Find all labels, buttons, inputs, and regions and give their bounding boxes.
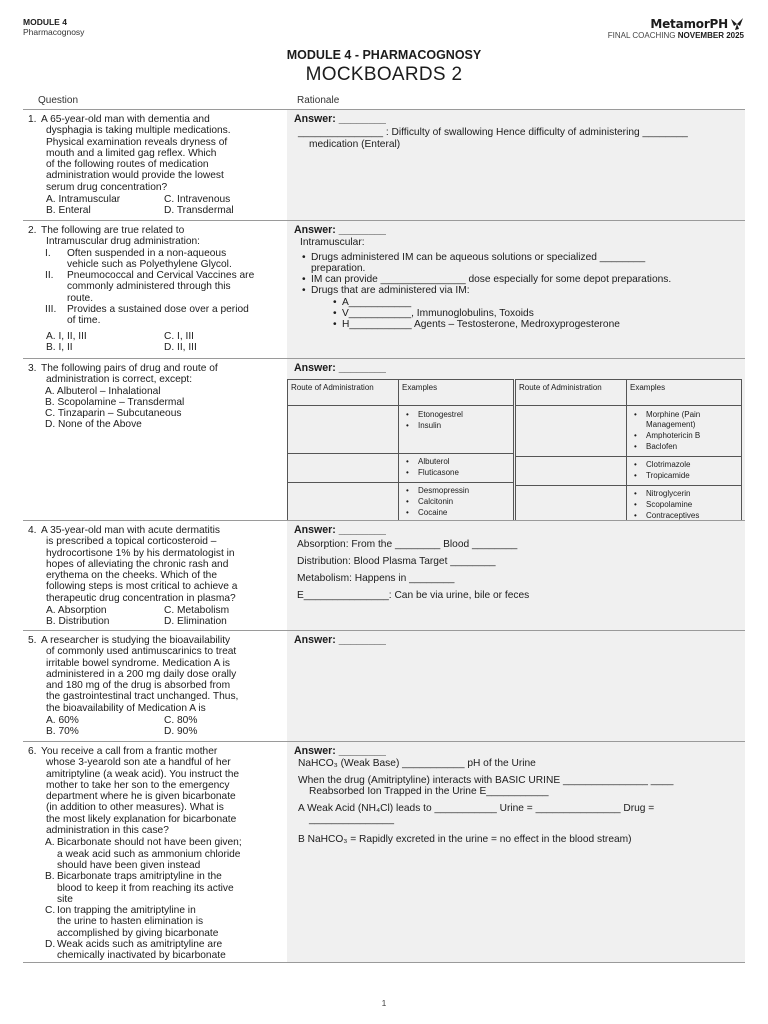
question-text: department where he is given bicarbonate xyxy=(46,791,236,803)
rationale-text: NaHCO₃ (Weak Base) ___________ pH of the Urine xyxy=(298,758,536,770)
question-text: The following are true related to xyxy=(41,225,185,236)
rationale-3 xyxy=(287,359,745,520)
example-item: • Contraceptives xyxy=(634,511,738,521)
question-text: A 35-year-old man with acute dermatitis xyxy=(41,525,220,536)
question-text: the most likely explanation for bicarbonate xyxy=(46,813,237,825)
question-text: and 180 mg of the drug is absorbed from xyxy=(46,680,231,692)
question-1 xyxy=(23,110,282,220)
question-6-row xyxy=(23,741,745,963)
example-item: • Baclofen xyxy=(634,442,738,452)
question-text: of the following routes of medication xyxy=(46,159,209,171)
option: A. Intramuscular xyxy=(46,194,121,206)
table-header: Examples xyxy=(627,380,742,406)
question-number: 6. xyxy=(28,746,37,757)
answer-blank: Answer: ________ xyxy=(294,362,386,374)
answer-blank: Answer: ________ xyxy=(294,524,386,536)
sub-bullet-item: • A___________ xyxy=(333,297,739,308)
rationale-text: E_______________: Can be via urine, bile or feces xyxy=(297,589,530,601)
butterfly-icon xyxy=(730,17,744,31)
list-item: II. Pneumococcal and Cervical Vaccines are commonly administered through this route. xyxy=(45,270,255,304)
rationale-4 xyxy=(287,521,745,630)
question-text: the gastrointestinal tract unchanged. Thus, xyxy=(46,691,239,703)
answer-choice: A. Bicarbonate should not have been given; a weak acid such as ammonium chloride should have been given instead xyxy=(45,837,242,871)
question-6 xyxy=(23,742,282,962)
subject-label: Pharmacognosy xyxy=(23,27,85,37)
route-table-left xyxy=(287,379,514,523)
question-2-row xyxy=(23,220,745,358)
example-item: • Clotrimazole xyxy=(634,460,738,470)
rationale-text: Metabolism: Happens in ________ xyxy=(297,572,455,584)
question-text: hopes of alleviating the chronic rash and xyxy=(46,558,229,570)
question-text: erythema on the cheeks. Which of the xyxy=(46,570,218,582)
option: C. I, III xyxy=(164,330,195,342)
example-item: • Cocaine xyxy=(406,508,510,518)
list-item: I. Often suspended in a non-aqueous vehicle such as Polyethylene Glycol. xyxy=(45,247,232,270)
question-text: whose 3-yearold son ate a handful of her xyxy=(46,757,231,769)
route-table-right xyxy=(515,379,742,526)
coaching-prefix: FINAL COACHING xyxy=(607,31,676,41)
rationale-text: medication (Enteral) xyxy=(309,138,401,150)
example-item: • Albuterol xyxy=(406,457,510,467)
option: B. I, II xyxy=(46,341,73,353)
example-item: • Nitroglycerin xyxy=(634,489,738,499)
brand-logo xyxy=(650,17,744,31)
table-header: Examples xyxy=(399,380,514,406)
option: D. 90% xyxy=(164,726,198,738)
example-item: • Calcitonin xyxy=(406,497,510,507)
column-header-question: Question xyxy=(38,95,79,106)
answer-choice: B. Bicarbonate traps amitriptyline in the blood to keep it from reaching its active site xyxy=(45,871,234,905)
question-text: A 65-year-old man with dementia and xyxy=(41,114,210,125)
answer-blank: Answer: ________ xyxy=(294,745,386,757)
option: C. Tinzaparin – Subcutaneous xyxy=(45,408,182,420)
option: A. Absorption xyxy=(46,605,107,617)
sub-bullet-item: • H___________ Agents – Testosterone, Medroxyprogesterone xyxy=(333,319,739,330)
rationale-5 xyxy=(287,631,745,741)
option: B. Enteral xyxy=(46,205,91,217)
rationale-1 xyxy=(287,110,745,220)
answer-blank: Answer: ________ xyxy=(294,113,386,125)
example-item: • Desmopressin xyxy=(406,486,510,496)
question-number: 1. xyxy=(28,114,37,125)
question-text: hydrocortisone 1% by his dermatologist in xyxy=(46,547,235,559)
question-text: A researcher is studying the bioavailability xyxy=(41,635,231,646)
header-left xyxy=(23,17,84,38)
answer-choice: C. Ion trapping the amitriptyline in the urine to hasten elimination is accomplished by giving bicarbonate xyxy=(45,905,219,939)
answer-blank: Answer: ________ xyxy=(294,224,386,236)
rationale-text: Intramuscular: xyxy=(300,237,365,249)
question-text: irritable bowel syndrome. Medication A is xyxy=(46,657,231,669)
example-item: • Fluticasone xyxy=(406,468,510,478)
question-3 xyxy=(23,359,282,520)
table-header: Route of Administration xyxy=(516,380,627,406)
option: C. 80% xyxy=(164,715,198,727)
question-5 xyxy=(23,631,282,741)
rationale-text: Reabsorbed Ion Trapped in the Urine E___________ xyxy=(309,785,549,797)
rationale-text: Distribution: Blood Plasma Target ________ xyxy=(297,556,496,568)
option: A. 60% xyxy=(46,715,79,727)
question-text: The following pairs of drug and route of xyxy=(41,363,218,374)
rationale-text: A Weak Acid (NH₄Cl) leads to ___________ Urine = _______________ Drug = xyxy=(298,803,655,815)
question-number: 2. xyxy=(28,225,37,236)
option: A. I, II, III xyxy=(46,330,87,342)
option: B. 70% xyxy=(46,726,79,738)
question-3-row xyxy=(23,358,745,520)
option: D. Transdermal xyxy=(164,205,234,217)
answer-choice: D. Weak acids such as amitriptyline are chemically inactivated by bicarbonate xyxy=(45,939,226,962)
question-number: 4. xyxy=(28,525,37,536)
question-4-row xyxy=(23,520,745,630)
question-number: 5. xyxy=(28,635,37,646)
question-text: administration in this case? xyxy=(46,825,169,837)
column-header-rationale: Rationale xyxy=(297,95,340,106)
rationale-text: B NaHCO₃ = Rapidly excreted in the urine = no effect in the blood stream) xyxy=(298,833,632,845)
example-item: • Etonogestrel xyxy=(406,410,510,420)
option: B. Scopolamine – Transdermal xyxy=(45,396,185,408)
example-item: • Amphotericin B xyxy=(634,431,738,441)
question-4 xyxy=(23,521,282,630)
question-number: 3. xyxy=(28,363,37,374)
option: A. Albuterol – Inhalational xyxy=(45,385,161,397)
example-item: • Insulin xyxy=(406,421,510,431)
question-text: (in addition to other measures). What is xyxy=(46,802,224,814)
example-item: • Tropicamide xyxy=(634,471,738,481)
bullet-item: • Drugs that are administered via IM: • A___________ • V___________, Immunoglobulins, Toxoids • H___________ Agents – Testosterone, Medroxyprogesterone xyxy=(302,285,739,330)
option: D. None of the Above xyxy=(45,419,142,431)
question-5-row xyxy=(23,630,745,741)
rationale-2 xyxy=(287,221,745,358)
answer-blank: Answer: ________ xyxy=(294,634,386,646)
question-text: Intramuscular drug administration: xyxy=(46,236,201,248)
table-header: Route of Administration xyxy=(288,380,399,406)
question-text: mouth and a limited gag reflex. Which xyxy=(46,147,217,159)
brand-name: MetamorPH xyxy=(650,17,728,31)
question-text: of commonly used antimuscarinics to treat xyxy=(46,646,237,658)
question-text: Physical examination reveals dryness of xyxy=(46,136,228,148)
option: C. Metabolism xyxy=(164,605,230,617)
example-item: • Scopolamine xyxy=(634,500,738,510)
bullet-item: • Drugs administered IM can be aqueous solutions or specialized ________ preparation. xyxy=(302,252,739,275)
option: D. II, III xyxy=(164,341,197,353)
question-text: amitriptyline (a weak acid). You instruct the xyxy=(46,768,240,780)
question-2 xyxy=(23,221,282,358)
rationale-text: When the drug (Amitriptyline) interacts with BASIC URINE _______________ ____ xyxy=(298,774,674,786)
question-text: administered in a 200 mg daily dose orally xyxy=(46,668,237,680)
question-text: is prescribed a topical corticosteroid – xyxy=(46,536,217,548)
question-1-row xyxy=(23,109,745,220)
module-label: MODULE 4 xyxy=(23,17,67,27)
question-text: administration is correct, except: xyxy=(46,374,193,386)
question-text: following steps is most critical to achieve a xyxy=(46,581,238,593)
question-text: You receive a call from a frantic mother xyxy=(41,746,218,757)
question-text: the bioavailability of Medication A is xyxy=(46,702,206,714)
rationale-6 xyxy=(287,742,745,962)
rationale-text: Absorption: From the ________ Blood ________ xyxy=(297,539,518,551)
question-text: mother to take her son to the emergency xyxy=(46,779,230,791)
coaching-date: NOVEMBER 2025 xyxy=(677,31,744,41)
page-number: 1 xyxy=(381,998,387,1008)
list-item: III. Provides a sustained dose over a period of time. xyxy=(45,304,249,327)
rationale-text: _______________ xyxy=(309,814,394,826)
rationale-text: _______________ : Difficulty of swallowing Hence difficulty of administering ________ xyxy=(298,127,688,139)
header-right xyxy=(608,17,744,41)
sub-bullet-item: • V___________, Immunoglobulins, Toxoids xyxy=(333,308,739,319)
option: C. Intravenous xyxy=(164,194,231,206)
bullet-item: • IM can provide _______________ dose especially for some depot preparations. xyxy=(302,274,739,285)
coaching-label xyxy=(608,31,744,41)
option: B. Distribution xyxy=(46,616,110,628)
question-text: dysphagia is taking multiple medications. xyxy=(46,125,231,137)
example-item: • Morphine (Pain Management) xyxy=(634,410,738,429)
question-text: administration would provide the lowest xyxy=(46,170,224,182)
page-title: MODULE 4 - PHARMACOGNOSY xyxy=(286,48,482,62)
page-subtitle: MOCKBOARDS 2 xyxy=(305,64,463,85)
question-text: therapeutic drug concentration in plasma? xyxy=(46,592,236,604)
question-text: serum drug concentration? xyxy=(46,181,168,193)
option: D. Elimination xyxy=(164,616,227,628)
